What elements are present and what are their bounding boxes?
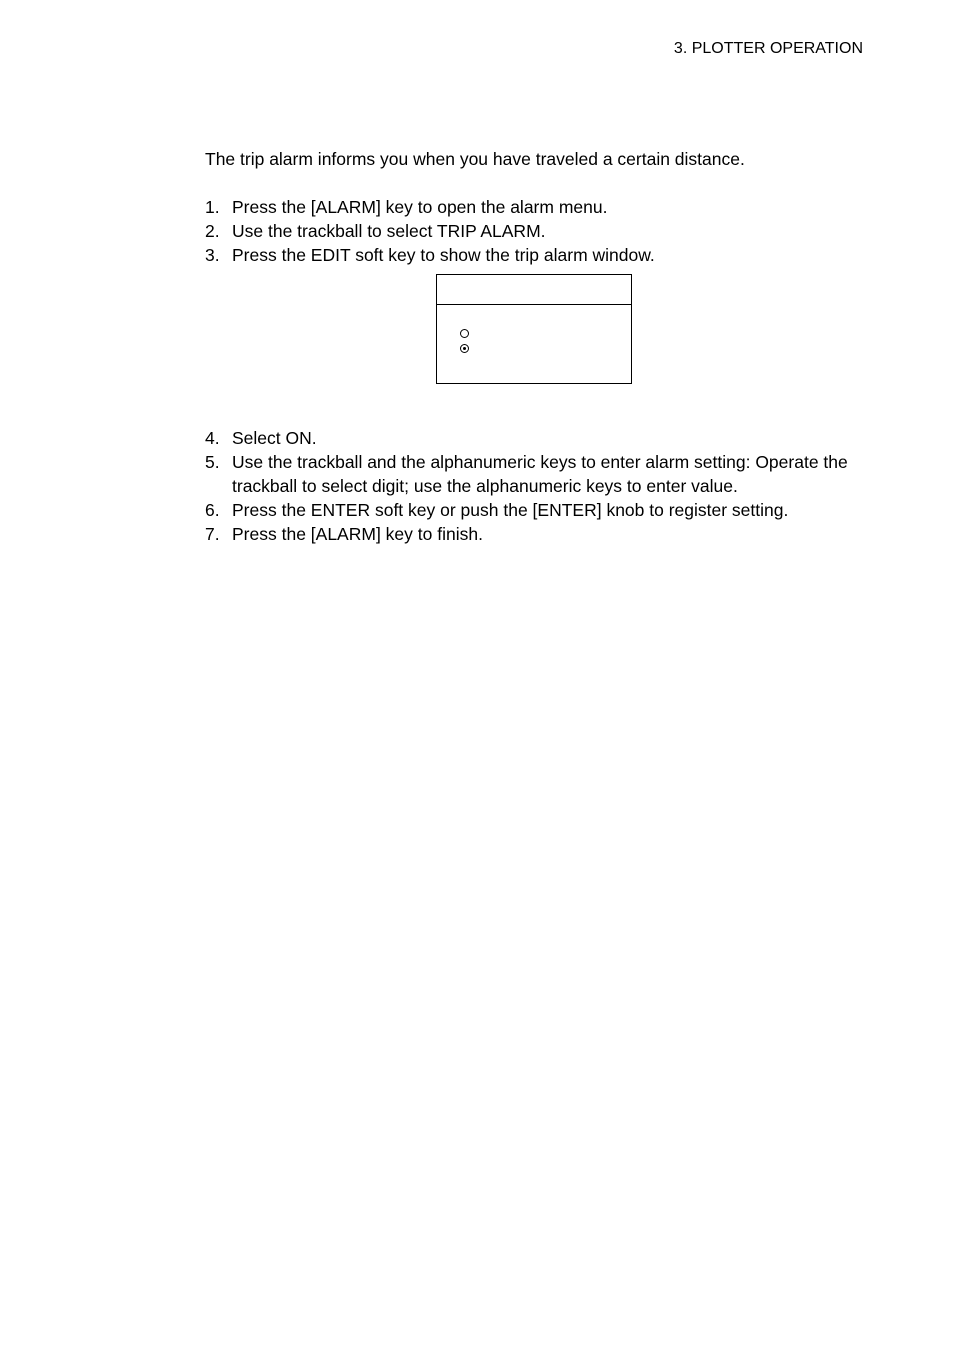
- step-text: Press the [ALARM] key to finish.: [232, 524, 483, 544]
- step-number: 3.: [205, 245, 220, 265]
- step-item: [205, 522, 865, 546]
- radio-option-on-selected[interactable]: [460, 344, 469, 353]
- step-text: Use the trackball to select TRIP ALARM.: [232, 221, 546, 241]
- step-text: Press the ENTER soft key or push the [ENTER] knob to register setting.: [232, 500, 789, 520]
- step-number: 1.: [205, 197, 220, 217]
- procedure-steps-part-2: [205, 426, 865, 546]
- step-item: [205, 426, 865, 450]
- step-text: Select ON.: [232, 428, 317, 448]
- step-text: Press the EDIT soft key to show the trip alarm window.: [232, 245, 655, 265]
- procedure-steps-part-1: [205, 195, 865, 267]
- step-item: [205, 243, 865, 267]
- step-item: [205, 219, 865, 243]
- trip-alarm-window-figure: [436, 274, 632, 384]
- step-item: [205, 498, 865, 522]
- step-item: [205, 450, 865, 498]
- step-number: 5.: [205, 452, 220, 472]
- radio-option-off[interactable]: [460, 329, 469, 338]
- window-title-bar: [437, 275, 631, 305]
- step-number: 2.: [205, 221, 220, 241]
- running-header: 3. PLOTTER OPERATION: [673, 40, 863, 57]
- step-number: 6.: [205, 500, 220, 520]
- step-item: [205, 195, 865, 219]
- step-text: Press the [ALARM] key to open the alarm menu.: [232, 197, 608, 217]
- intro-paragraph: The trip alarm informs you when you have traveled a certain distance.: [205, 149, 745, 169]
- step-text: Use the trackball and the alphanumeric keys to enter alarm setting: Operate the trackball to select digit; use the alphanumeric keys to enter value.: [232, 452, 848, 496]
- step-number: 4.: [205, 428, 220, 448]
- step-number: 7.: [205, 524, 220, 544]
